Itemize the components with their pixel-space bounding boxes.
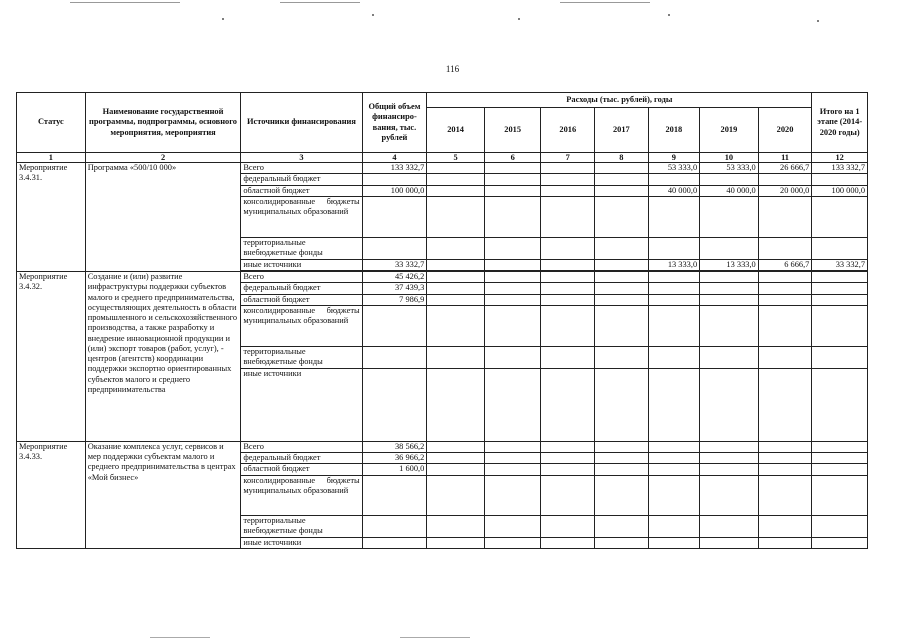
page-number: 116	[445, 64, 460, 74]
source-label: территориальные внебюджетные фонды	[241, 515, 362, 537]
column-number: 10	[700, 153, 759, 163]
scan-artifact-line	[280, 2, 360, 3]
source-label: областной бюджет	[241, 464, 362, 475]
cell-total: 36 966,2	[362, 453, 427, 464]
source-label: федеральный бюджет	[241, 283, 362, 294]
scan-speck	[668, 14, 670, 16]
source-label: иные источники	[241, 368, 362, 441]
header-expenses: Расходы (тыс. рублей), годы	[427, 93, 812, 108]
scan-speck	[372, 14, 374, 16]
source-label: иные источники	[241, 259, 362, 270]
column-number: 4	[362, 153, 427, 163]
header-year: 2015	[484, 108, 541, 153]
source-label: территориальные внебюджетные фонды	[241, 237, 362, 259]
cell-stage-total: 100 000,0	[812, 185, 868, 196]
column-number: 8	[595, 153, 649, 163]
event-status: Мероприятие 3.4.32.	[17, 272, 86, 442]
cell-2020: 26 666,7	[758, 163, 812, 174]
cell-total: 133 332,7	[362, 163, 427, 174]
header-year: 2016	[541, 108, 595, 153]
event-status: Мероприятие 3.4.33.	[17, 441, 86, 548]
cell-total: 100 000,0	[362, 185, 427, 196]
scan-speck	[817, 20, 819, 22]
scan-artifact-line	[70, 2, 180, 3]
header-year: 2018	[648, 108, 700, 153]
header-name: Наименование государственной программы, подпрограммы, основного мероприятия, мероприятия	[85, 93, 241, 153]
source-label: федеральный бюджет	[241, 174, 362, 185]
table-row	[17, 272, 868, 283]
header-source: Источники финансирования	[241, 93, 362, 153]
table-row	[17, 163, 868, 174]
scan-speck	[518, 18, 520, 20]
scan-speck	[222, 18, 224, 20]
event-name: Оказание комплекса услуг, сервисов и мер поддержки субъектам малого и среднего предпринимательства в центрах «Мой бизнес»	[85, 441, 241, 548]
column-number: 9	[648, 153, 700, 163]
header-year: 2020	[758, 108, 812, 153]
header-year: 2019	[700, 108, 759, 153]
cell-total: 45 426,2	[362, 272, 427, 283]
cell-2019: 53 333,0	[700, 163, 759, 174]
cell-2018: 13 333,0	[648, 259, 700, 270]
cell-2018: 40 000,0	[648, 185, 700, 196]
column-number: 7	[541, 153, 595, 163]
column-number: 2	[85, 153, 241, 163]
scan-artifact-line	[560, 2, 650, 3]
source-label: федеральный бюджет	[241, 453, 362, 464]
table-row	[17, 441, 868, 452]
source-label: Всего	[241, 272, 362, 283]
cell-2020: 6 666,7	[758, 259, 812, 270]
source-label: консолидированные бюджеты муниципальных образований	[241, 196, 362, 237]
cell-total: 37 439,3	[362, 283, 427, 294]
cell-2018: 53 333,0	[648, 163, 700, 174]
cell-total: 1 600,0	[362, 464, 427, 475]
source-label: консолидированные бюджеты муниципальных образований	[241, 475, 362, 515]
column-number: 12	[812, 153, 868, 163]
scan-artifact-line	[400, 637, 470, 638]
budget-table	[16, 92, 868, 549]
column-number: 11	[758, 153, 812, 163]
source-label: Всего	[241, 441, 362, 452]
event-name: Создание и (или) развитие инфраструктуры поддержки субъектов малого и среднего предпринимательства, осуществляющих деятельность в области промышленного и сельскохозяйственного производства, а также разработку и внедрение инновационной продукции и (или) экспорт товаров (работ, услуг), - центров (агентств) координации поддержки экспортно ориентированных субъектов малого и среднего предпринимательства	[85, 272, 241, 442]
cell-2019: 13 333,0	[700, 259, 759, 270]
header-year: 2017	[595, 108, 649, 153]
cell-total: 33 332,7	[362, 259, 427, 270]
cell-stage-total: 33 332,7	[812, 259, 868, 270]
header-status: Статус	[17, 93, 86, 153]
cell-total: 38 566,2	[362, 441, 427, 452]
source-label: Всего	[241, 163, 362, 174]
source-label: территориальные внебюджетные фонды	[241, 346, 362, 368]
column-number: 1	[17, 153, 86, 163]
cell-total: 7 986,9	[362, 294, 427, 305]
scan-artifact-line	[150, 637, 210, 638]
event-name: Программа «500/10 000»	[85, 163, 241, 272]
header-year: 2014	[427, 108, 485, 153]
column-number: 3	[241, 153, 362, 163]
source-label: консолидированные бюджеты муниципальных образований	[241, 305, 362, 346]
cell-2020: 20 000,0	[758, 185, 812, 196]
header-stage-total: Итого на 1 этапе (2014-2020 годы)	[812, 93, 868, 153]
column-number: 6	[484, 153, 541, 163]
column-number: 5	[427, 153, 485, 163]
cell-2019: 40 000,0	[700, 185, 759, 196]
event-status: Мероприятие 3.4.31.	[17, 163, 86, 272]
source-label: иные источники	[241, 537, 362, 548]
source-label: областной бюджет	[241, 185, 362, 196]
cell-stage-total: 133 332,7	[812, 163, 868, 174]
source-label: областной бюджет	[241, 294, 362, 305]
header-total: Общий объем финансиро-вания, тыс. рублей	[362, 93, 427, 153]
